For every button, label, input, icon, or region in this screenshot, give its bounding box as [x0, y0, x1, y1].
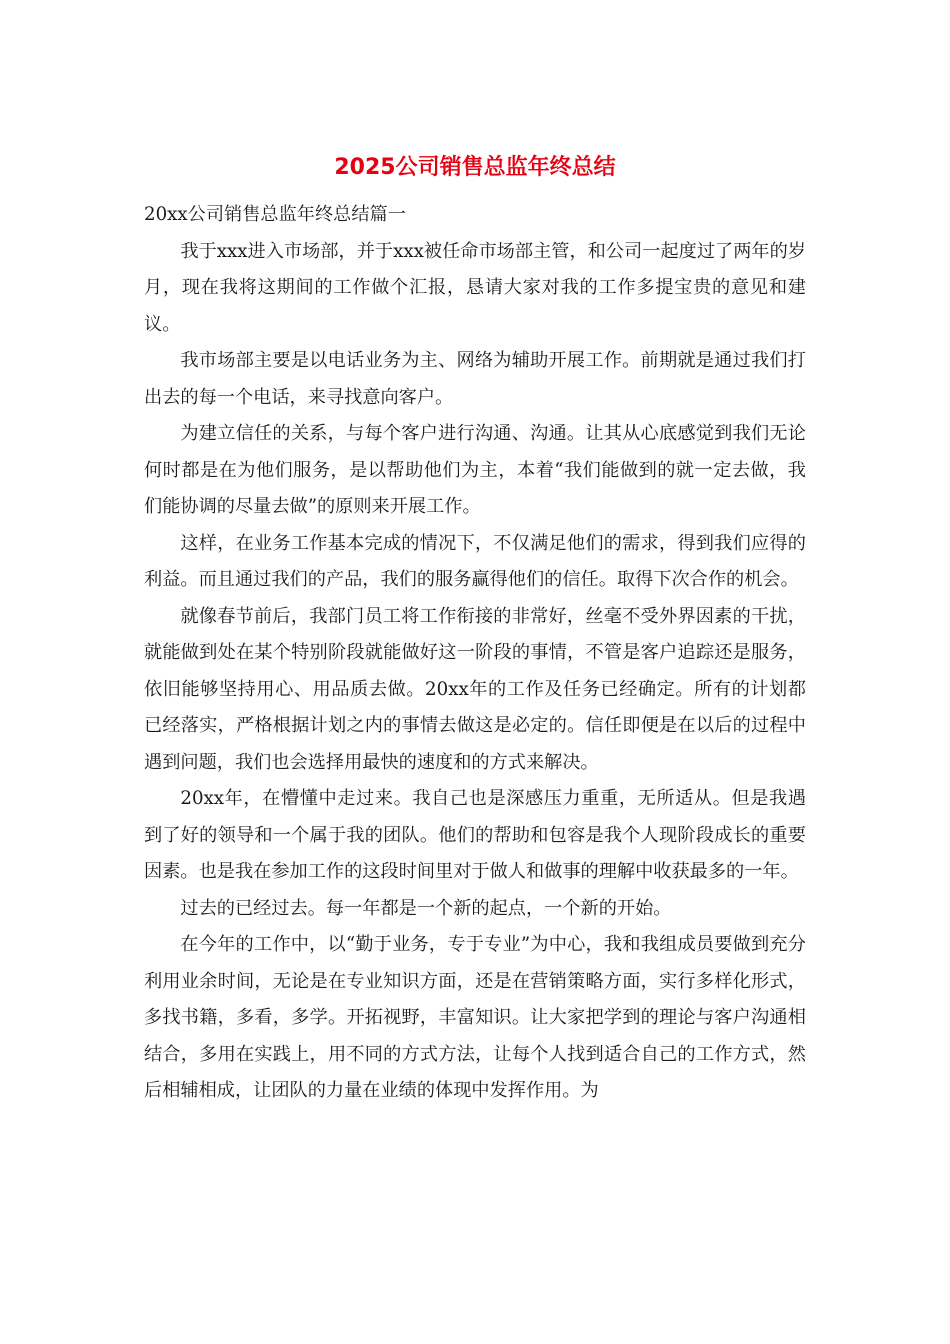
section-subtitle: 20xx公司销售总监年终总结篇一: [144, 204, 406, 225]
paragraph: 过去的已经过去。每一年都是一个新的起点，一个新的开始。: [180, 897, 672, 919]
paragraph: 20xx年，在懵懂中走过来。我自己也是深感压力重重，无所适从。但是我遇到了好的领导和一个属于我的团队。他们的帮助和包容是我个人现阶段成长的重要因素。也是我在参加工作的这段时间里对于做人和做事的理解中收获最多的一年。: [144, 788, 806, 882]
document-title: 2025公司销售总监年终总结: [334, 155, 616, 180]
paragraph: 就像春节前后，我部门员工将工作衔接的非常好，丝毫不受外界因素的干扰，就能做到处在某个特别阶段就能做好这一阶段的事情，不管是客户追踪还是服务，依旧能够坚持用心、用品质去做。20xx年的工作及任务已经确定。所有的计划都已经落实，严格根据计划之内的事情去做这是必定的。信任即便是在以后的过程中遇到问题，我们也会选择用最快的速度和的方式来解决。: [144, 605, 806, 773]
paragraph: 这样，在业务工作基本完成的情况下，不仅满足他们的需求，得到我们应得的利益。而且通过我们的产品，我们的服务赢得他们的信任。取得下次合作的机会。: [144, 532, 806, 590]
paragraph: 我市场部主要是以电话业务为主、网络为辅助开展工作。前期就是通过我们打出去的每一个电话，来寻找意向客户。: [144, 350, 806, 408]
document-body: [144, 197, 806, 1110]
paragraph: 在今年的工作中，以“勤于业务，专于专业”为中心，我和我组成员要做到充分利用业余时间，无论是在专业知识方面，还是在营销策略方面，实行多样化形式，多找书籍，多看，多学。开拓视野，丰富知识。让大家把学到的理论与客户沟通相结合，多用在实践上，用不同的方式方法，让每个人找到适合自己的工作方式，然后相辅相成，让团队的力量在业绩的体现中发挥作用。为: [144, 934, 806, 1101]
paragraph: 为建立信任的关系，与每个客户进行沟通、沟通。让其从心底感觉到我们无论何时都是在为他们服务，是以帮助他们为主，本着“我们能做到的就一定去做，我们能协调的尽量去做”的原则来开展工作。: [144, 423, 806, 517]
paragraph: 我于xxx进入市场部，并于xxx被任命市场部主管，和公司一起度过了两年的岁月，现在我将这期间的工作做个汇报，恳请大家对我的工作多提宝贵的意见和建议。: [144, 240, 806, 335]
